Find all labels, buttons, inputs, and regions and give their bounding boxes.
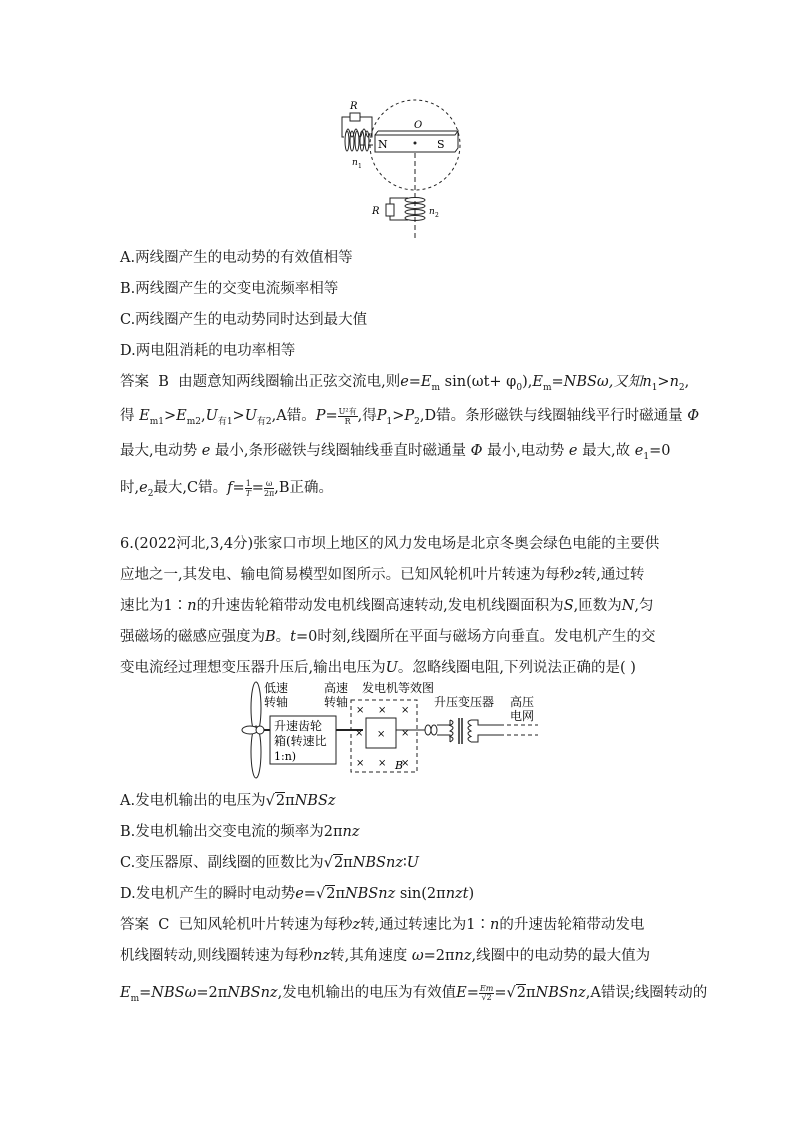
- text: N: [621, 598, 635, 614]
- sqrt-radicand: 2: [275, 793, 286, 809]
- text: 转,通过转: [581, 567, 645, 583]
- text: 得: [120, 408, 135, 424]
- text: >n: [657, 374, 679, 390]
- text: e: [634, 443, 644, 459]
- answer-label: 答案: [120, 917, 149, 933]
- text: nz: [342, 824, 360, 840]
- text: n: [187, 598, 197, 614]
- text: e: [139, 480, 148, 496]
- text: m: [542, 382, 552, 393]
- numerator: U²有: [338, 406, 357, 416]
- label-O: O: [414, 120, 423, 131]
- text: E: [120, 985, 131, 1001]
- text: ,: [684, 374, 690, 390]
- text: z: [574, 567, 582, 583]
- q6-answer-line3: $E_m=NBS\omega=2\pi NBSnz$,发电机输出的电压为有效值$E=\frac{Em}{√2}$ =√2πNBSnz,A错误;线圈转动的: [120, 984, 708, 1004]
- text: NBSz: [294, 793, 336, 809]
- text: 有1: [217, 416, 233, 427]
- q6-answer-line1: [120, 915, 680, 935]
- text: 变电流经过理想变压器升压后,输出电压为: [120, 660, 386, 676]
- label-high-axis: 转轴: [324, 695, 349, 709]
- q5-answer-line4: [120, 478, 680, 504]
- text: P: [376, 408, 387, 424]
- label-gear1: 升速齿轮: [274, 719, 323, 733]
- label-gear3: 1:n): [274, 750, 297, 763]
- q5-answer-line1: [120, 372, 690, 398]
- text: =0: [649, 443, 671, 459]
- denominator: 2π: [263, 488, 275, 498]
- q6-stem-line5: [120, 658, 680, 678]
- sqrt-radicand: 2: [333, 855, 344, 871]
- text: z: [352, 917, 361, 933]
- label-S: S: [437, 138, 445, 151]
- fraction: [245, 479, 252, 498]
- q5-answer-line3: [120, 441, 680, 467]
- text: m: [130, 993, 140, 1004]
- denominator: T: [245, 488, 251, 498]
- label-low-axis: 转轴: [264, 695, 289, 709]
- fraction: [338, 407, 358, 426]
- q6-option-a: A.发电机输出的电压为√2πNBSz: [120, 793, 336, 809]
- text: 有2: [256, 416, 272, 427]
- text: 应地之一,其发电、输电简易模型如图所示。已知风轮机叶片转速为每秒: [120, 567, 575, 583]
- text: >P: [392, 408, 415, 424]
- text: B: [265, 629, 276, 645]
- text: ,D错。条形磁铁与线圈轴线平行时磁通量: [419, 408, 683, 424]
- denominator: R: [344, 416, 351, 426]
- text: E: [532, 374, 543, 390]
- text: m2: [186, 416, 201, 427]
- text: ): [468, 886, 475, 902]
- text: D.发电机产生的瞬时电动势: [120, 886, 296, 902]
- label-generator-equivalent: 发电机等效图: [362, 681, 435, 695]
- text: ,线圈中的电动势的最大值为: [471, 948, 651, 964]
- question-source: 6.(2022河北,3,4分): [120, 536, 254, 552]
- text: Φ: [470, 443, 483, 459]
- text: nzt: [445, 886, 469, 902]
- figure-magnet-coils: [330, 95, 480, 245]
- label-n2: n: [429, 207, 435, 217]
- text: U: [385, 660, 398, 676]
- text: e=E: [400, 374, 432, 390]
- text: E=: [456, 985, 479, 1001]
- slip-ring: [431, 725, 437, 735]
- label-R-bottom: R: [372, 206, 380, 217]
- q5-option-d: D.两电阻消耗的电功率相等: [120, 343, 296, 359]
- label-low-speed: 低速: [264, 681, 289, 695]
- resistor-top: [350, 113, 360, 121]
- text: 已知风轮机叶片转速为每秒: [178, 917, 353, 933]
- field-cross: ×: [401, 758, 410, 769]
- text: B.发电机输出交变电流的频率为2π: [120, 824, 343, 840]
- text: ,A错误;线圈转动的: [585, 985, 708, 1001]
- numerator: Em: [479, 984, 494, 993]
- q6-stem-line4: [120, 627, 680, 647]
- q5-answer-line2: [120, 406, 700, 432]
- text: 最小,条形磁铁与线圈轴线垂直时磁通量: [214, 443, 467, 459]
- text: e=: [295, 886, 316, 902]
- text: π: [525, 985, 536, 1001]
- text: e: [568, 443, 578, 459]
- text: C.变压器原、副线圈的匝数比为: [120, 855, 324, 871]
- text: 的升速齿轮箱带动发电机线圈高速转动,发电机线圈面积为: [196, 598, 564, 614]
- text: nz: [313, 948, 331, 964]
- text: 的升速齿轮箱带动发电: [499, 917, 645, 933]
- label-hv1: 高压: [510, 695, 535, 709]
- text: NBSnz: [344, 886, 396, 902]
- text: ),: [522, 374, 533, 390]
- sqrt-radicand: 2: [516, 985, 526, 1001]
- label-hv2: 电网: [510, 709, 535, 723]
- text: ,: [200, 408, 206, 424]
- label-N: N: [378, 138, 388, 151]
- hub: [256, 726, 264, 734]
- numerator: ω: [265, 478, 273, 488]
- figure-wind-power-model: [238, 680, 558, 780]
- text: m1: [149, 416, 164, 427]
- transformer-secondary: [468, 720, 471, 742]
- text: 最小,电动势: [487, 443, 565, 459]
- answer-letter: C: [158, 917, 170, 933]
- text: NBSnz: [352, 855, 403, 871]
- text: ,A错。: [271, 408, 316, 424]
- text: π: [335, 886, 345, 902]
- text: 由题意知两线圈输出正弦交流电,则: [178, 374, 401, 390]
- q5-option-b: B.两线圈产生的交变电流频率相等: [120, 281, 339, 297]
- text: NBSnz: [535, 985, 586, 1001]
- text: e: [201, 443, 211, 459]
- sqrt-radicand: 2: [326, 886, 336, 902]
- text: ,匝数为: [573, 598, 622, 614]
- text: ∶: [402, 855, 407, 871]
- text: 时,: [120, 480, 140, 496]
- slip-ring: [425, 725, 431, 735]
- text: P=: [315, 408, 338, 424]
- text: =2π: [196, 985, 228, 1001]
- text: 2: [678, 382, 685, 393]
- answer-letter: B: [158, 374, 169, 390]
- text: 2: [414, 416, 420, 427]
- text: U: [406, 855, 419, 871]
- text: m: [431, 382, 441, 393]
- text: 。: [275, 629, 291, 645]
- text: 1: [386, 416, 393, 427]
- field-cross: ×: [356, 758, 365, 769]
- label-gear2: 箱(转速比: [274, 734, 327, 748]
- text: =NBSω: [139, 985, 197, 1001]
- text: NBSnz: [227, 985, 278, 1001]
- field-cross: ×: [401, 728, 410, 739]
- text: 。忽略线圈电阻,下列说法正确的是( ): [397, 660, 636, 676]
- text: =2π: [423, 948, 455, 964]
- text: 最大,C错。: [153, 480, 228, 496]
- field-cross: ×: [356, 705, 365, 716]
- center-dot: [414, 142, 417, 145]
- text: 最大,故: [582, 443, 631, 459]
- numerator: 1: [245, 478, 251, 488]
- field-cross: ×: [378, 705, 387, 716]
- field-cross: ×: [378, 758, 387, 769]
- label-n1-sub: 1: [358, 163, 362, 170]
- text: ,发电机输出的电压为有效值: [277, 985, 457, 1001]
- label-step-up-transformer: 升压变压器: [434, 695, 495, 709]
- text: =: [494, 985, 507, 1001]
- text: S: [563, 598, 574, 614]
- text: 转,通过转速比为1∶: [360, 917, 491, 933]
- text: 速比为1∶: [120, 598, 188, 614]
- text: ,匀: [634, 598, 654, 614]
- text: π: [343, 855, 353, 871]
- answer-label: 答案: [120, 374, 149, 390]
- text: π: [285, 793, 295, 809]
- text: >U: [232, 408, 257, 424]
- text: ,B正确。: [274, 480, 334, 496]
- q6-option-b: [120, 822, 680, 842]
- fraction: [264, 479, 274, 498]
- field-cross: ×: [377, 729, 386, 740]
- text: 1: [651, 382, 658, 393]
- text: nz: [454, 948, 472, 964]
- text: t: [290, 629, 296, 645]
- fraction: [479, 984, 494, 1002]
- q5-option-a: A.两线圈产生的电动势的有效值相等: [120, 250, 353, 266]
- label-B: B: [395, 759, 404, 772]
- text: 张家口市坝上地区的风力发电场是北京冬奥会绿色电能的主要供: [253, 536, 660, 552]
- text: ω: [411, 948, 424, 964]
- text: sin(ωt+ φ: [440, 374, 517, 390]
- text: 1: [643, 451, 650, 462]
- label-n2-sub: 2: [435, 212, 439, 219]
- field-cross: ×: [401, 705, 410, 716]
- q5-option-c: C.两线圈产生的电动势同时达到最大值: [120, 312, 368, 328]
- label-high-speed: 高速: [324, 681, 349, 695]
- text: =0时刻,线圈所在平面与磁场方向垂直。发电机产生的交: [295, 629, 656, 645]
- text: 机线圈转动,则线圈转速为每秒: [120, 948, 314, 964]
- text: 2: [147, 488, 154, 499]
- denominator: √2: [481, 993, 492, 1002]
- q6-stem-line3: [120, 596, 680, 616]
- label-n1: n: [352, 158, 358, 168]
- q6-option-d: D.发电机产生的瞬时电动势e=√2πNBSnz sin(2πnzt): [120, 886, 475, 902]
- text: n: [642, 374, 652, 390]
- resistor-bottom: [386, 204, 394, 216]
- text: A.发电机输出的电压为: [120, 793, 266, 809]
- q6-answer-line2: [120, 946, 680, 966]
- text: =: [251, 480, 264, 496]
- q6-option-c: C.变压器原、副线圈的匝数比为√2πNBSnz∶U: [120, 855, 419, 871]
- text: n: [490, 917, 500, 933]
- text: f=: [227, 480, 245, 496]
- text: sin(2π: [395, 886, 446, 902]
- text: Φ: [687, 408, 700, 424]
- q6-stem-line2: [120, 565, 680, 585]
- text: U: [205, 408, 218, 424]
- text: 最大,电动势: [120, 443, 198, 459]
- text: 0: [516, 382, 523, 393]
- text: ,得: [357, 408, 377, 424]
- text: 转,其角速度: [330, 948, 408, 964]
- text: 强磁场的磁感应强度为: [120, 629, 265, 645]
- q6-stem-line1: [120, 534, 680, 554]
- text: =NBSω,又知: [551, 374, 643, 390]
- text: E: [139, 408, 150, 424]
- text: >E: [163, 408, 187, 424]
- field-cross: ×: [355, 728, 364, 739]
- label-R-top: R: [350, 101, 358, 112]
